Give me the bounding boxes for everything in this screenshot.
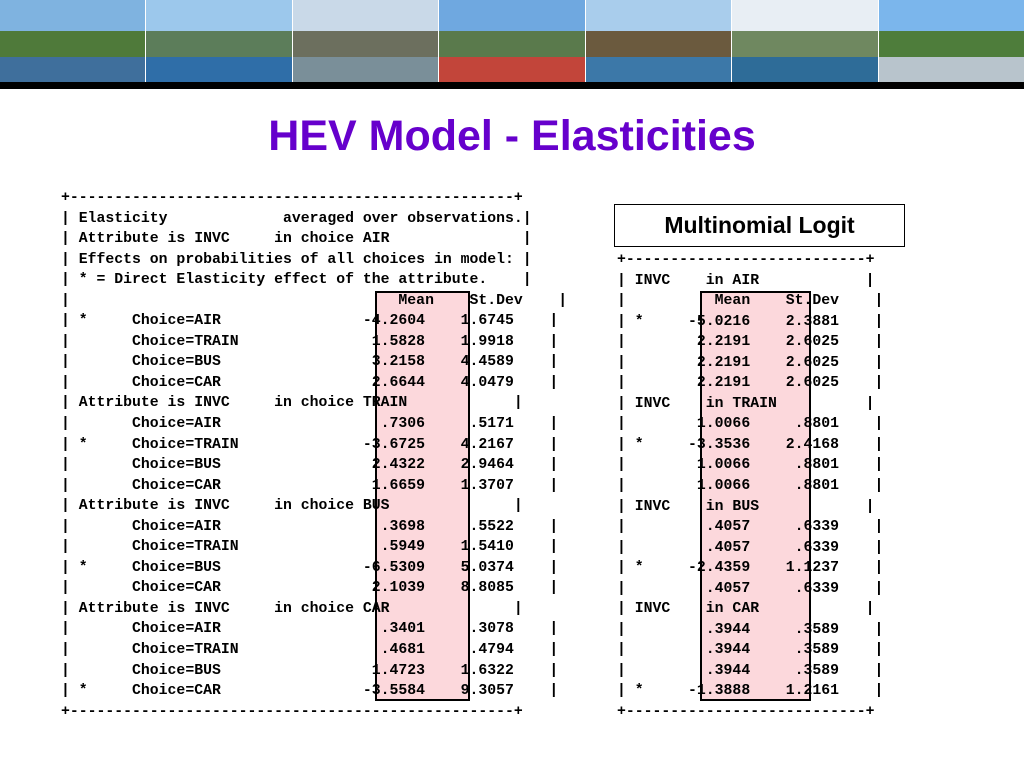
table-row: | Choice=BUS 1.4723 1.6322 | bbox=[61, 662, 559, 679]
table-row: | * Choice=AIR -4.2604 1.6745 | bbox=[61, 313, 559, 330]
table-row: | 2.2191 2.6025 | bbox=[617, 354, 884, 371]
table-row: | .3944 .3589 | bbox=[617, 621, 884, 638]
photo-banner bbox=[0, 0, 1024, 82]
attribute-row: | Attribute is INVC in choice TRAIN | bbox=[61, 395, 523, 412]
table-row: | 1.0066 .8801 | bbox=[617, 416, 884, 433]
lakeside-promenade-photo bbox=[293, 0, 439, 82]
attribute-row: | INVC in BUS | bbox=[617, 498, 875, 515]
table-row: | 2.2191 2.6025 | bbox=[617, 375, 884, 392]
table-header-line: | Attribute is INVC in choice AIR | bbox=[61, 231, 532, 248]
column-header-row: | Mean St.Dev | bbox=[61, 292, 568, 309]
table-row: | .4057 .6339 | bbox=[617, 539, 884, 556]
attribute-row: | INVC in TRAIN | bbox=[617, 395, 875, 412]
table-rule: +--------------------------------------------------+ bbox=[61, 703, 523, 720]
palm-garden-photo bbox=[439, 0, 585, 82]
table-row: | 1.0066 .8801 | bbox=[617, 478, 884, 495]
rocky-mountain-photo bbox=[586, 0, 732, 82]
table-row: | Choice=CAR 2.1039 8.8085 | bbox=[61, 580, 559, 597]
model-label-box bbox=[614, 204, 905, 247]
table-row: | * Choice=TRAIN -3.6725 4.2167 | bbox=[61, 436, 559, 453]
column-header-row: | Mean St.Dev | bbox=[617, 293, 884, 310]
table-row: | Choice=AIR .7306 .5171 | bbox=[61, 416, 559, 433]
table-row: | Choice=CAR 1.6659 1.3707 | bbox=[61, 477, 559, 494]
table-row: | * -1.3888 1.2161 | bbox=[617, 683, 884, 700]
table-header-line: | * = Direct Elasticity effect of the attribute. | bbox=[61, 272, 532, 289]
attribute-row: | Attribute is INVC in choice CAR | bbox=[61, 600, 523, 617]
attribute-row: | Attribute is INVC in choice BUS | bbox=[61, 498, 523, 515]
table-rule: +---------------------------+ bbox=[617, 252, 875, 268]
table-row: | .4057 .6339 | bbox=[617, 519, 884, 536]
table-row: | Choice=TRAIN .4681 .4794 | bbox=[61, 642, 559, 659]
table-row: | Choice=AIR .3698 .5522 | bbox=[61, 518, 559, 535]
table-header-line: | Effects on probabilities of all choices in model: | bbox=[61, 251, 532, 268]
table-row: | * -3.3536 2.4168 | bbox=[617, 436, 884, 453]
table-row: | Choice=CAR 2.6644 4.0479 | bbox=[61, 374, 559, 391]
table-row: | * -2.4359 1.1237 | bbox=[617, 560, 884, 577]
table-row: | Choice=BUS 2.4322 2.9464 | bbox=[61, 457, 559, 474]
table-row: | .3944 .3589 | bbox=[617, 642, 884, 659]
lake-mountains-photo bbox=[146, 0, 292, 82]
page-title: HEV Model - Elasticities bbox=[268, 112, 756, 160]
table-rule: +--------------------------------------------------+ bbox=[61, 190, 523, 206]
table-row: | 2.2191 2.6025 | bbox=[617, 334, 884, 351]
promenade-bench-photo bbox=[879, 0, 1024, 82]
lake-bay-photo bbox=[732, 0, 878, 82]
header-divider bbox=[0, 82, 1024, 89]
table-row: | 1.0066 .8801 | bbox=[617, 457, 884, 474]
table-row: | Choice=BUS 3.2158 4.4589 | bbox=[61, 354, 559, 371]
table-row: | .3944 .3589 | bbox=[617, 662, 884, 679]
table-row: | .4057 .6339 | bbox=[617, 580, 884, 597]
table-row: | * -5.0216 2.3881 | bbox=[617, 313, 884, 330]
table-row: | Choice=TRAIN 1.5828 1.9918 | bbox=[61, 333, 559, 350]
table-row: | Choice=TRAIN .5949 1.5410 | bbox=[61, 539, 559, 556]
table-row: | Choice=AIR .3401 .3078 | bbox=[61, 621, 559, 638]
model-label: Multinomial Logit bbox=[664, 212, 855, 238]
table-rule: +---------------------------+ bbox=[617, 704, 875, 721]
attribute-row: | INVC in AIR | bbox=[617, 272, 875, 289]
elasticity-table-mnl bbox=[617, 250, 883, 723]
table-row: | * Choice=BUS -6.5309 5.0374 | bbox=[61, 559, 559, 576]
elasticity-table-hev bbox=[61, 188, 567, 722]
table-row: | * Choice=CAR -3.5584 9.3057 | bbox=[61, 683, 559, 700]
hillside-village-photo bbox=[0, 0, 146, 82]
attribute-row: | INVC in CAR | bbox=[617, 601, 875, 618]
table-header-line: | Elasticity averaged over observations.| bbox=[61, 210, 532, 227]
